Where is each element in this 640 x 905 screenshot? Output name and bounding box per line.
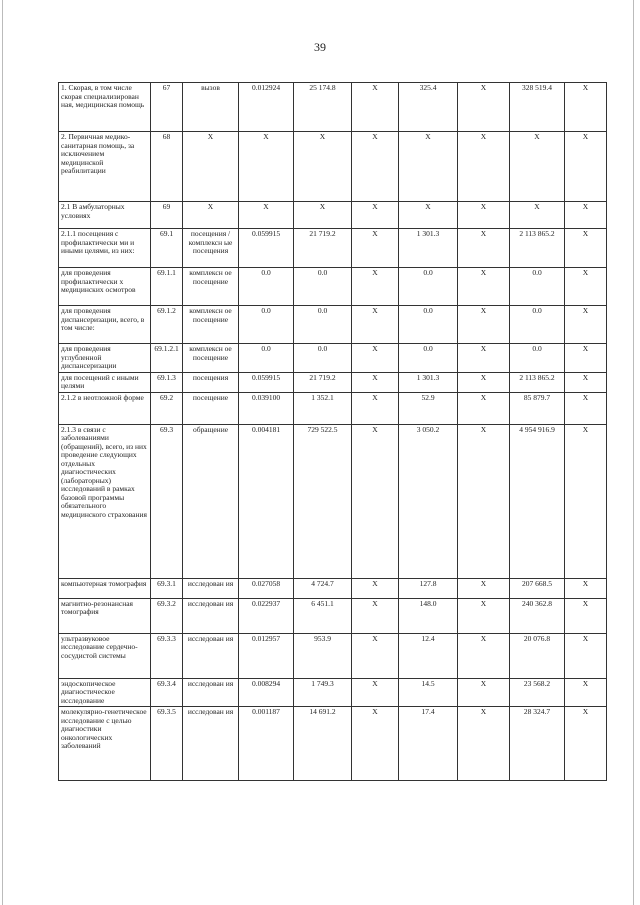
value-cell: 0.008294 <box>239 678 294 707</box>
x-cell: X <box>352 306 399 344</box>
row-unit: комплексн ое посещение <box>183 306 239 344</box>
value-cell: 328 519.4 <box>510 83 565 132</box>
x-cell: X <box>458 132 510 202</box>
x-cell: X <box>352 598 399 633</box>
value-cell: 729 522.5 <box>294 424 352 578</box>
row-unit: X <box>183 132 239 202</box>
value-cell: 23 568.2 <box>510 678 565 707</box>
value-cell: 0.0 <box>399 268 458 306</box>
row-code: 69.1.2.1 <box>151 344 183 373</box>
value-cell: X <box>399 202 458 229</box>
x-cell: X <box>565 268 607 306</box>
value-cell: 325.4 <box>399 83 458 132</box>
row-unit: исследован ия <box>183 707 239 781</box>
x-cell: X <box>565 306 607 344</box>
value-cell: 4 724.7 <box>294 578 352 598</box>
value-cell: 2 113 865.2 <box>510 372 565 392</box>
scan-left-edge <box>2 0 3 905</box>
value-cell: 0.0 <box>510 306 565 344</box>
value-cell: 0.0 <box>239 306 294 344</box>
x-cell: X <box>458 268 510 306</box>
table-row <box>59 229 607 268</box>
row-name: молекулярно-генетическое исследование с целью диагностики онкологических заболеваний <box>59 707 151 781</box>
value-cell: 0.059915 <box>239 372 294 392</box>
x-cell: X <box>458 229 510 268</box>
x-cell: X <box>458 392 510 424</box>
row-unit: исследован ия <box>183 633 239 678</box>
row-unit: исследован ия <box>183 578 239 598</box>
x-cell: X <box>565 344 607 373</box>
x-cell: X <box>458 83 510 132</box>
row-name: 2.1.3 в связи с заболеваниями (обращений), всего, из них проведение следующих отдельных диагностических (лабораторных) исследований в рамках базовой программы обязательного медицинского страхования <box>59 424 151 578</box>
x-cell: X <box>352 83 399 132</box>
row-code: 69 <box>151 202 183 229</box>
row-code: 69.1 <box>151 229 183 268</box>
row-name: эндоскопическое диагностическое исследование <box>59 678 151 707</box>
table-row <box>59 633 607 678</box>
table-row <box>59 598 607 633</box>
row-unit: посещения <box>183 372 239 392</box>
value-cell: X <box>294 202 352 229</box>
row-name: для проведения профилактически х медицинских осмотров <box>59 268 151 306</box>
value-cell: 14.5 <box>399 678 458 707</box>
value-cell: X <box>510 202 565 229</box>
value-cell: 0.001187 <box>239 707 294 781</box>
value-cell: X <box>294 132 352 202</box>
value-cell: 1 749.3 <box>294 678 352 707</box>
table-row <box>59 372 607 392</box>
value-cell: 0.012924 <box>239 83 294 132</box>
value-cell: 25 174.8 <box>294 83 352 132</box>
x-cell: X <box>458 202 510 229</box>
row-name: компьютерная томография <box>59 578 151 598</box>
row-name: для проведения диспансеризации, всего, в том числе: <box>59 306 151 344</box>
value-cell: 148.0 <box>399 598 458 633</box>
x-cell: X <box>352 578 399 598</box>
value-cell: 0.0 <box>399 306 458 344</box>
page-number: 39 <box>314 40 326 54</box>
value-cell: 4 954 916.9 <box>510 424 565 578</box>
value-cell: 127.8 <box>399 578 458 598</box>
x-cell: X <box>565 392 607 424</box>
value-cell: 0.012957 <box>239 633 294 678</box>
value-cell: 0.004181 <box>239 424 294 578</box>
row-name: 2. Первичная медико-санитарная помощь, за исключением медицинской реабилитации <box>59 132 151 202</box>
x-cell: X <box>352 372 399 392</box>
value-cell: 28 324.7 <box>510 707 565 781</box>
row-name: 2.1.2 в неотложной форме <box>59 392 151 424</box>
value-cell: 0.059915 <box>239 229 294 268</box>
value-cell: 52.9 <box>399 392 458 424</box>
value-cell: 12.4 <box>399 633 458 678</box>
x-cell: X <box>458 598 510 633</box>
row-code: 69.1.2 <box>151 306 183 344</box>
x-cell: X <box>352 202 399 229</box>
x-cell: X <box>458 306 510 344</box>
value-cell: 21 719.2 <box>294 372 352 392</box>
value-cell: 2 113 865.2 <box>510 229 565 268</box>
value-cell: 0.0 <box>399 344 458 373</box>
value-cell: X <box>239 132 294 202</box>
x-cell: X <box>565 678 607 707</box>
table-row <box>59 268 607 306</box>
x-cell: X <box>352 344 399 373</box>
value-cell: 1 352.1 <box>294 392 352 424</box>
x-cell: X <box>565 633 607 678</box>
x-cell: X <box>458 707 510 781</box>
value-cell: X <box>510 132 565 202</box>
value-cell: 0.022937 <box>239 598 294 633</box>
x-cell: X <box>565 132 607 202</box>
row-name: 1. Скорая, в том числе скорая специализирован ная, медицинская помощь <box>59 83 151 132</box>
table-row <box>59 83 607 132</box>
row-code: 69.2 <box>151 392 183 424</box>
value-cell: X <box>399 132 458 202</box>
x-cell: X <box>458 678 510 707</box>
row-unit: комплексн ое посещение <box>183 268 239 306</box>
x-cell: X <box>565 229 607 268</box>
row-unit: вызов <box>183 83 239 132</box>
row-unit: обращение <box>183 424 239 578</box>
x-cell: X <box>458 372 510 392</box>
value-cell: 14 691.2 <box>294 707 352 781</box>
row-unit: посещение <box>183 392 239 424</box>
row-name: для проведения углубленной диспансеризации <box>59 344 151 373</box>
table-row <box>59 392 607 424</box>
value-cell: 0.0 <box>239 268 294 306</box>
x-cell: X <box>565 598 607 633</box>
x-cell: X <box>352 424 399 578</box>
value-cell: 0.0 <box>239 344 294 373</box>
value-cell: 0.0 <box>510 344 565 373</box>
value-cell: 6 451.1 <box>294 598 352 633</box>
table-row <box>59 344 607 373</box>
row-name: магнитно-резонансная томография <box>59 598 151 633</box>
x-cell: X <box>565 578 607 598</box>
x-cell: X <box>565 424 607 578</box>
row-unit: исследован ия <box>183 598 239 633</box>
x-cell: X <box>352 268 399 306</box>
row-unit: исследован ия <box>183 678 239 707</box>
row-name: 2.1 В амбулаторных условиях <box>59 202 151 229</box>
value-cell: 0.0 <box>294 306 352 344</box>
x-cell: X <box>565 83 607 132</box>
value-cell: 0.039100 <box>239 392 294 424</box>
value-cell: 0.0 <box>294 268 352 306</box>
value-cell: 0.0 <box>510 268 565 306</box>
row-code: 69.3.3 <box>151 633 183 678</box>
x-cell: X <box>458 578 510 598</box>
x-cell: X <box>565 372 607 392</box>
row-unit: комплексн ое посещение <box>183 344 239 373</box>
tariff-table <box>58 82 607 781</box>
row-name: 2.1.1 посещения с профилактически ми и иными целями, из них: <box>59 229 151 268</box>
row-name: для посещений с иными целями <box>59 372 151 392</box>
row-unit: посещения /комплексн ые посещения <box>183 229 239 268</box>
value-cell: 953.9 <box>294 633 352 678</box>
value-cell: 1 301.3 <box>399 372 458 392</box>
value-cell: 207 668.5 <box>510 578 565 598</box>
scan-right-edge <box>633 0 634 905</box>
value-cell: X <box>239 202 294 229</box>
x-cell: X <box>458 633 510 678</box>
x-cell: X <box>352 633 399 678</box>
value-cell: 0.027058 <box>239 578 294 598</box>
row-code: 69.1.1 <box>151 268 183 306</box>
table-row <box>59 424 607 578</box>
row-name: ультразвуковое исследование сердечно-сосудистой системы <box>59 633 151 678</box>
row-code: 69.3.2 <box>151 598 183 633</box>
value-cell: 1 301.3 <box>399 229 458 268</box>
row-code: 69.3.1 <box>151 578 183 598</box>
table-row <box>59 306 607 344</box>
value-cell: 20 076.8 <box>510 633 565 678</box>
value-cell: 85 879.7 <box>510 392 565 424</box>
x-cell: X <box>458 424 510 578</box>
value-cell: 21 719.2 <box>294 229 352 268</box>
x-cell: X <box>458 344 510 373</box>
row-code: 67 <box>151 83 183 132</box>
value-cell: 3 050.2 <box>399 424 458 578</box>
x-cell: X <box>352 678 399 707</box>
table-row <box>59 578 607 598</box>
row-code: 69.3.5 <box>151 707 183 781</box>
x-cell: X <box>352 229 399 268</box>
row-unit: X <box>183 202 239 229</box>
x-cell: X <box>352 707 399 781</box>
value-cell: 17.4 <box>399 707 458 781</box>
row-code: 68 <box>151 132 183 202</box>
table-row <box>59 132 607 202</box>
x-cell: X <box>565 202 607 229</box>
table-row <box>59 202 607 229</box>
value-cell: 240 362.8 <box>510 598 565 633</box>
x-cell: X <box>352 132 399 202</box>
row-code: 69.1.3 <box>151 372 183 392</box>
x-cell: X <box>352 392 399 424</box>
value-cell: 0.0 <box>294 344 352 373</box>
table-row <box>59 678 607 707</box>
table-row <box>59 707 607 781</box>
row-code: 69.3.4 <box>151 678 183 707</box>
x-cell: X <box>565 707 607 781</box>
row-code: 69.3 <box>151 424 183 578</box>
